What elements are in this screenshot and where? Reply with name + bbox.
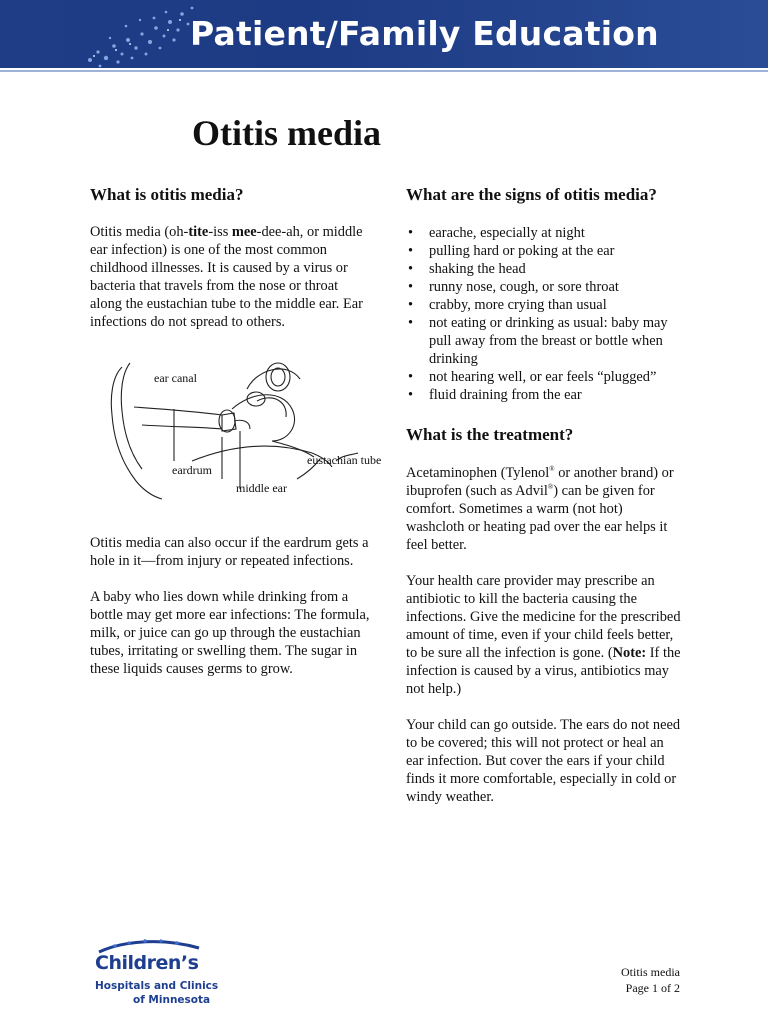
- page-footer: [621, 964, 680, 996]
- list-item: • earache, especially at night: [408, 225, 585, 241]
- right-column: [406, 184, 682, 806]
- what-is-heading: What is otitis media?: [90, 185, 244, 204]
- intro-text-a: Otitis media (oh-: [90, 224, 189, 240]
- signs-heading: What are the signs of otitis media?: [406, 185, 657, 204]
- t2-text-a: Your health care provider may prescribe an antibiotic to kill the bacteria causing the infections. Give the medicine for the prescribed amount of time, even if your child feels better, to be sure all the infection is gone. (: [406, 573, 681, 661]
- label-eardrum: eardrum: [172, 463, 212, 477]
- note-label: Note:: [612, 645, 647, 661]
- list-item: • not eating or drinking as usual: baby may pull away from the breast or bottle when drinking: [408, 315, 668, 367]
- treatment-paragraph-3: Your child can go outside. The ears do not need to be covered; this will not protect or heal an ear infection. But cover the ears if your child finds it more comfortable, especially in cold or windy weather.: [406, 717, 681, 805]
- treatment-paragraph-1: [406, 464, 682, 554]
- signs-list: [406, 224, 682, 404]
- banner-title: Patient/Family Education: [190, 14, 659, 53]
- childrens-logo: [93, 938, 223, 1016]
- treatment-paragraph-2: [406, 572, 682, 698]
- banner-divider: [0, 70, 768, 72]
- label-ear-canal: ear canal: [154, 371, 197, 385]
- label-middle-ear: middle ear: [236, 481, 287, 495]
- list-item: • fluid draining from the ear: [408, 387, 582, 403]
- intro-paragraph: [90, 223, 372, 331]
- eardrum-hole-paragraph: Otitis media can also occur if the eardrum gets a hole in it—from injury or repeated infections.: [90, 535, 369, 569]
- list-item: • not hearing well, or ear feels “plugged”: [408, 369, 657, 385]
- registered-mark: ®: [549, 465, 555, 474]
- intro-text-b: -iss: [208, 224, 232, 240]
- label-eustachian-tube: eustachian tube: [307, 453, 382, 467]
- header-banner: [0, 0, 768, 72]
- intro-bold-tite: tite: [188, 224, 209, 240]
- ear-anatomy-diagram: [82, 349, 382, 524]
- intro-bold-mee: mee: [231, 224, 257, 240]
- t2-text-b: If the infection is caused by a virus, antibiotics may not help.): [406, 645, 681, 697]
- treatment-heading: What is the treatment?: [406, 425, 574, 444]
- t1-text-c: ) can be given for comfort. Sometimes a warm (not hot) washcloth or heating pad over the ear helps it feel better.: [406, 483, 668, 553]
- list-item: • crabby, more crying than usual: [408, 297, 607, 313]
- list-item: • shaking the head: [408, 261, 526, 277]
- logo-line-1: Hospitals and Clinics: [95, 980, 219, 992]
- registered-mark: ®: [547, 483, 554, 492]
- page-number: Page 1 of 2: [625, 981, 680, 995]
- footer-doc-title: Otitis media: [621, 965, 680, 979]
- intro-text-c: -dee-ah, or middle ear infection) is one of the most common childhood illnesses. It is caused by a virus or bacteria that travels from the nose or throat along the eustachian tube to the middle ear. Ear infections do not spread to others.: [90, 224, 363, 330]
- t1-text-a: Acetaminophen (Tylenol: [406, 465, 550, 481]
- logo-line-2: of Minnesota: [133, 994, 211, 1006]
- list-item: • runny nose, cough, or sore throat: [408, 279, 619, 295]
- page-title: Otitis media: [192, 113, 381, 153]
- list-item: • pulling hard or poking at the ear: [408, 243, 615, 259]
- ear-anatomy-figure: [82, 349, 382, 524]
- baby-bottle-paragraph: A baby who lies down while drinking from a bottle may get more ear infections: The formula, milk, or juice can go up through the eustachian tubes, irritating or swelling them. The sugar in these liquids causes germs to grow.: [90, 589, 370, 677]
- t1-text-b: or another brand) or ibuprofen (such as Advil: [406, 465, 674, 499]
- logo-name: Children’s: [95, 952, 199, 974]
- left-column: [90, 184, 382, 678]
